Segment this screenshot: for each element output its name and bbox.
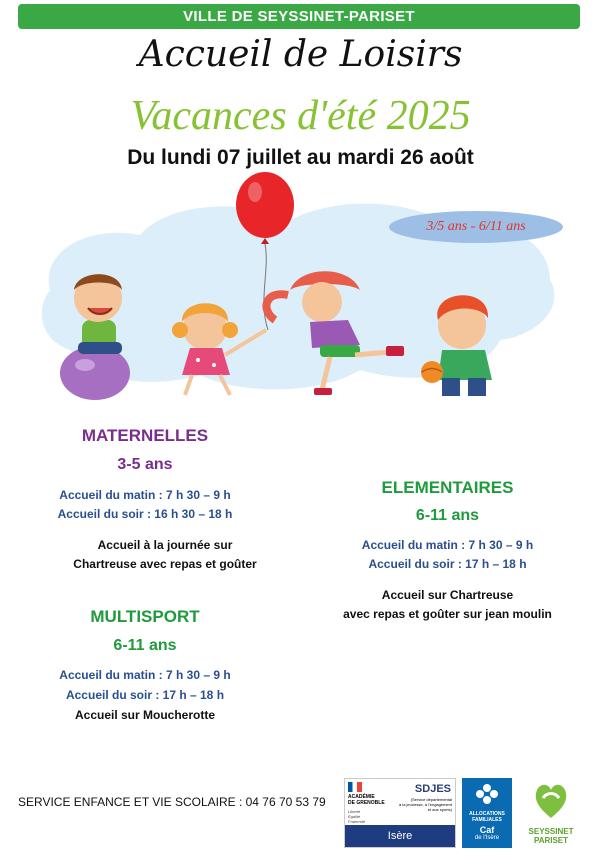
maternelles-title: MATERNELLES: [81, 426, 209, 445]
sdjes-label: SDJES: [414, 783, 451, 795]
multisport-evening: Accueil du soir : 17 h – 18 h: [65, 688, 225, 702]
maternelles-day-line1: Accueil à la journée sur: [97, 538, 233, 552]
multisport-title: MULTISPORT: [90, 607, 200, 626]
french-flag-icon: [348, 782, 362, 792]
elementaires-morning: Accueil du matin : 7 h 30 – 9 h: [361, 538, 534, 552]
seyssinet-pariset-logo: [518, 778, 584, 848]
elementaires-ages: 6-11 ans: [415, 507, 480, 524]
motto-fraternite: Fraternité: [348, 819, 366, 824]
children-illustration: [30, 170, 570, 410]
caf-name: Caf: [479, 825, 495, 835]
caf-emblem-icon: [472, 782, 502, 806]
maternelles-day-line2: Chartreuse avec repas et goûter: [73, 557, 257, 571]
academie-sdjes-logo: [344, 778, 456, 848]
elementaires-day-line1: Accueil sur Chartreuse: [381, 588, 514, 602]
maternelles-evening: Accueil du soir : 16 h 30 – 18 h: [57, 507, 233, 521]
page-title: Accueil de Loisirs: [138, 34, 463, 75]
date-range: Du lundi 07 juillet au mardi 26 août: [127, 146, 474, 169]
elementaires-day-line2: avec repas et goûter sur jean moulin: [343, 607, 552, 621]
ville-emblem-icon: [529, 778, 573, 822]
maternelles-morning: Accueil du matin : 7 h 30 – 9 h: [59, 488, 231, 502]
multisport-morning: Accueil du matin : 7 h 30 – 9 h: [59, 668, 231, 682]
ville-line1: SEYSSINET: [528, 827, 574, 836]
city-banner: VILLE DE SEYSSINET-PARISET: [18, 4, 580, 29]
caf-line2: FAMILIALES: [472, 817, 502, 823]
multisport-ages: 6-11 ans: [113, 637, 177, 654]
caf-logo: [462, 778, 512, 848]
academie-line2: DE GRENOBLE: [348, 800, 385, 806]
age-badge: 3/5 ans - 6/11 ans: [426, 219, 526, 234]
motto-egalite: Égalité: [348, 814, 361, 819]
sdjes-desc3: et aux sports): [427, 807, 452, 812]
service-contact: SERVICE ENFANCE ET VIE SCOLAIRE : 04 76 70 53 79: [18, 795, 326, 809]
maternelles-ages: 3-5 ans: [117, 456, 173, 473]
elementaires-evening: Accueil du soir : 17 h – 18 h: [368, 557, 527, 571]
elementaires-title: ELEMENTAIRES: [381, 478, 514, 497]
multisport-location: Accueil sur Moucherotte: [74, 708, 216, 722]
page-subtitle: Vacances d'été 2025: [130, 93, 471, 139]
ville-line2: PARISET: [533, 836, 569, 845]
sdjes-desc1: (Service départemental: [410, 797, 452, 802]
caf-line1: ALLOCATIONS: [469, 811, 505, 817]
academie-line1: ACADÉMIE: [348, 794, 375, 800]
motto-liberte: Liberté: [348, 809, 361, 814]
sdjes-desc2: à la jeunesse, à l'engagement: [398, 802, 452, 807]
isere-band: Isère: [345, 825, 455, 847]
caf-dept: de l'Isère: [474, 835, 500, 841]
